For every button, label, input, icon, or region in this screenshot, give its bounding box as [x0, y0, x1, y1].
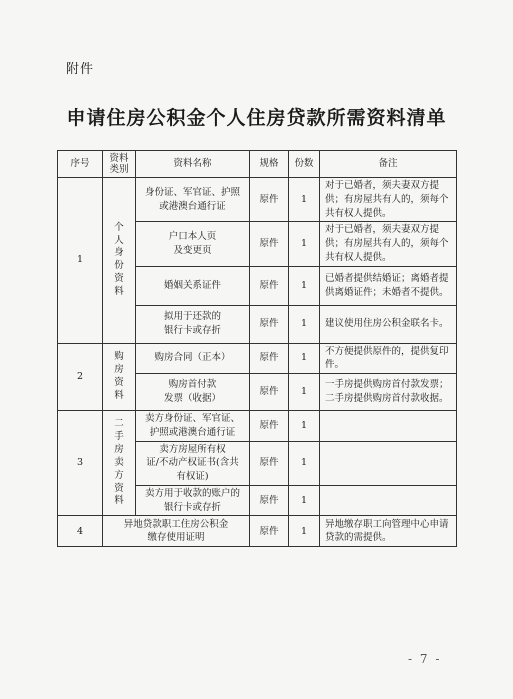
copies-cell: 1 [289, 516, 320, 547]
spec-cell: 原件 [250, 441, 289, 485]
category-cell: 二 手 房 卖 方 资 料 [103, 411, 136, 516]
category-cell: 购 房 资 料 [103, 343, 136, 411]
material-name-cell: 购房首付款 发票（收据） [136, 374, 250, 411]
spec-cell: 原件 [250, 305, 289, 343]
materials-table [57, 150, 457, 547]
copies-cell: 1 [289, 485, 320, 516]
copies-cell: 1 [289, 222, 320, 266]
material-name-cell: 拟用于还款的 银行卡或存折 [136, 305, 250, 343]
material-name-cell: 户口本人页 及变更页 [136, 222, 250, 266]
table-row [58, 178, 457, 222]
spec-cell: 原件 [250, 485, 289, 516]
note-cell: 建议使用住房公积金联名卡。 [320, 305, 457, 343]
spec-cell: 原件 [250, 266, 289, 305]
material-name-cell: 身份证、军官证、护照 或港澳台通行证 [136, 178, 250, 222]
note-cell [320, 485, 457, 516]
spec-cell: 原件 [250, 374, 289, 411]
table-row [58, 516, 457, 547]
material-name-cell: 购房合同（正本） [136, 343, 250, 374]
copies-cell: 1 [289, 441, 320, 485]
header-name: 资料名称 [136, 151, 250, 178]
material-name-cell: 婚姻关系证件 [136, 266, 250, 305]
spec-cell: 原件 [250, 222, 289, 266]
header-seq: 序号 [58, 151, 103, 178]
copies-cell: 1 [289, 411, 320, 442]
table-header-row [58, 151, 457, 178]
table-row [58, 411, 457, 442]
copies-cell: 1 [289, 374, 320, 411]
material-name-cell: 异地贷款职工住房公积金 缴存使用证明 [103, 516, 250, 547]
note-cell: 对于已婚者，须夫妻双方提供；有房屋共有人的，须每个共有权人提供。 [320, 222, 457, 266]
seq-cell: 2 [58, 343, 103, 411]
material-name-cell: 卖方用于收款的账户的 银行卡或存折 [136, 485, 250, 516]
header-spec: 规格 [250, 151, 289, 178]
spec-cell: 原件 [250, 178, 289, 222]
seq-cell: 3 [58, 411, 103, 516]
copies-cell: 1 [289, 178, 320, 222]
note-cell: 一手房提供购房首付款发票；二手房提供购房首付款收据。 [320, 374, 457, 411]
note-cell: 已婚者提供结婚证；离婚者提供离婚证件；未婚者不提供。 [320, 266, 457, 305]
note-cell [320, 411, 457, 442]
seq-cell: 1 [58, 178, 103, 344]
note-cell [320, 441, 457, 485]
copies-cell: 1 [289, 343, 320, 374]
seq-cell: 4 [58, 516, 103, 547]
note-cell: 异地缴存职工向管理中心申请贷款的需提供。 [320, 516, 457, 547]
note-cell: 对于已婚者，须夫妻双方提供；有房屋共有人的，须每个共有权人提供。 [320, 178, 457, 222]
copies-cell: 1 [289, 305, 320, 343]
material-name-cell: 卖方身份证、军官证、 护照或港澳台通行证 [136, 411, 250, 442]
spec-cell: 原件 [250, 411, 289, 442]
category-cell: 个 人 身 份 资 料 [103, 178, 136, 344]
table-row [58, 343, 457, 374]
material-name-cell: 卖方房屋所有权 证/不动产权证书(含共 有权证) [136, 441, 250, 485]
header-category: 资料 类别 [103, 151, 136, 178]
document-title: 申请住房公积金个人住房贷款所需资料清单 [66, 107, 447, 129]
note-cell: 不方便提供原件的，提供复印件。 [320, 343, 457, 374]
header-copies: 份数 [289, 151, 320, 178]
header-note: 备注 [320, 151, 457, 178]
spec-cell: 原件 [250, 343, 289, 374]
attachment-label: 附件 [66, 62, 95, 77]
copies-cell: 1 [289, 266, 320, 305]
spec-cell: 原件 [250, 516, 289, 547]
page-number: - 7 - [408, 652, 442, 666]
